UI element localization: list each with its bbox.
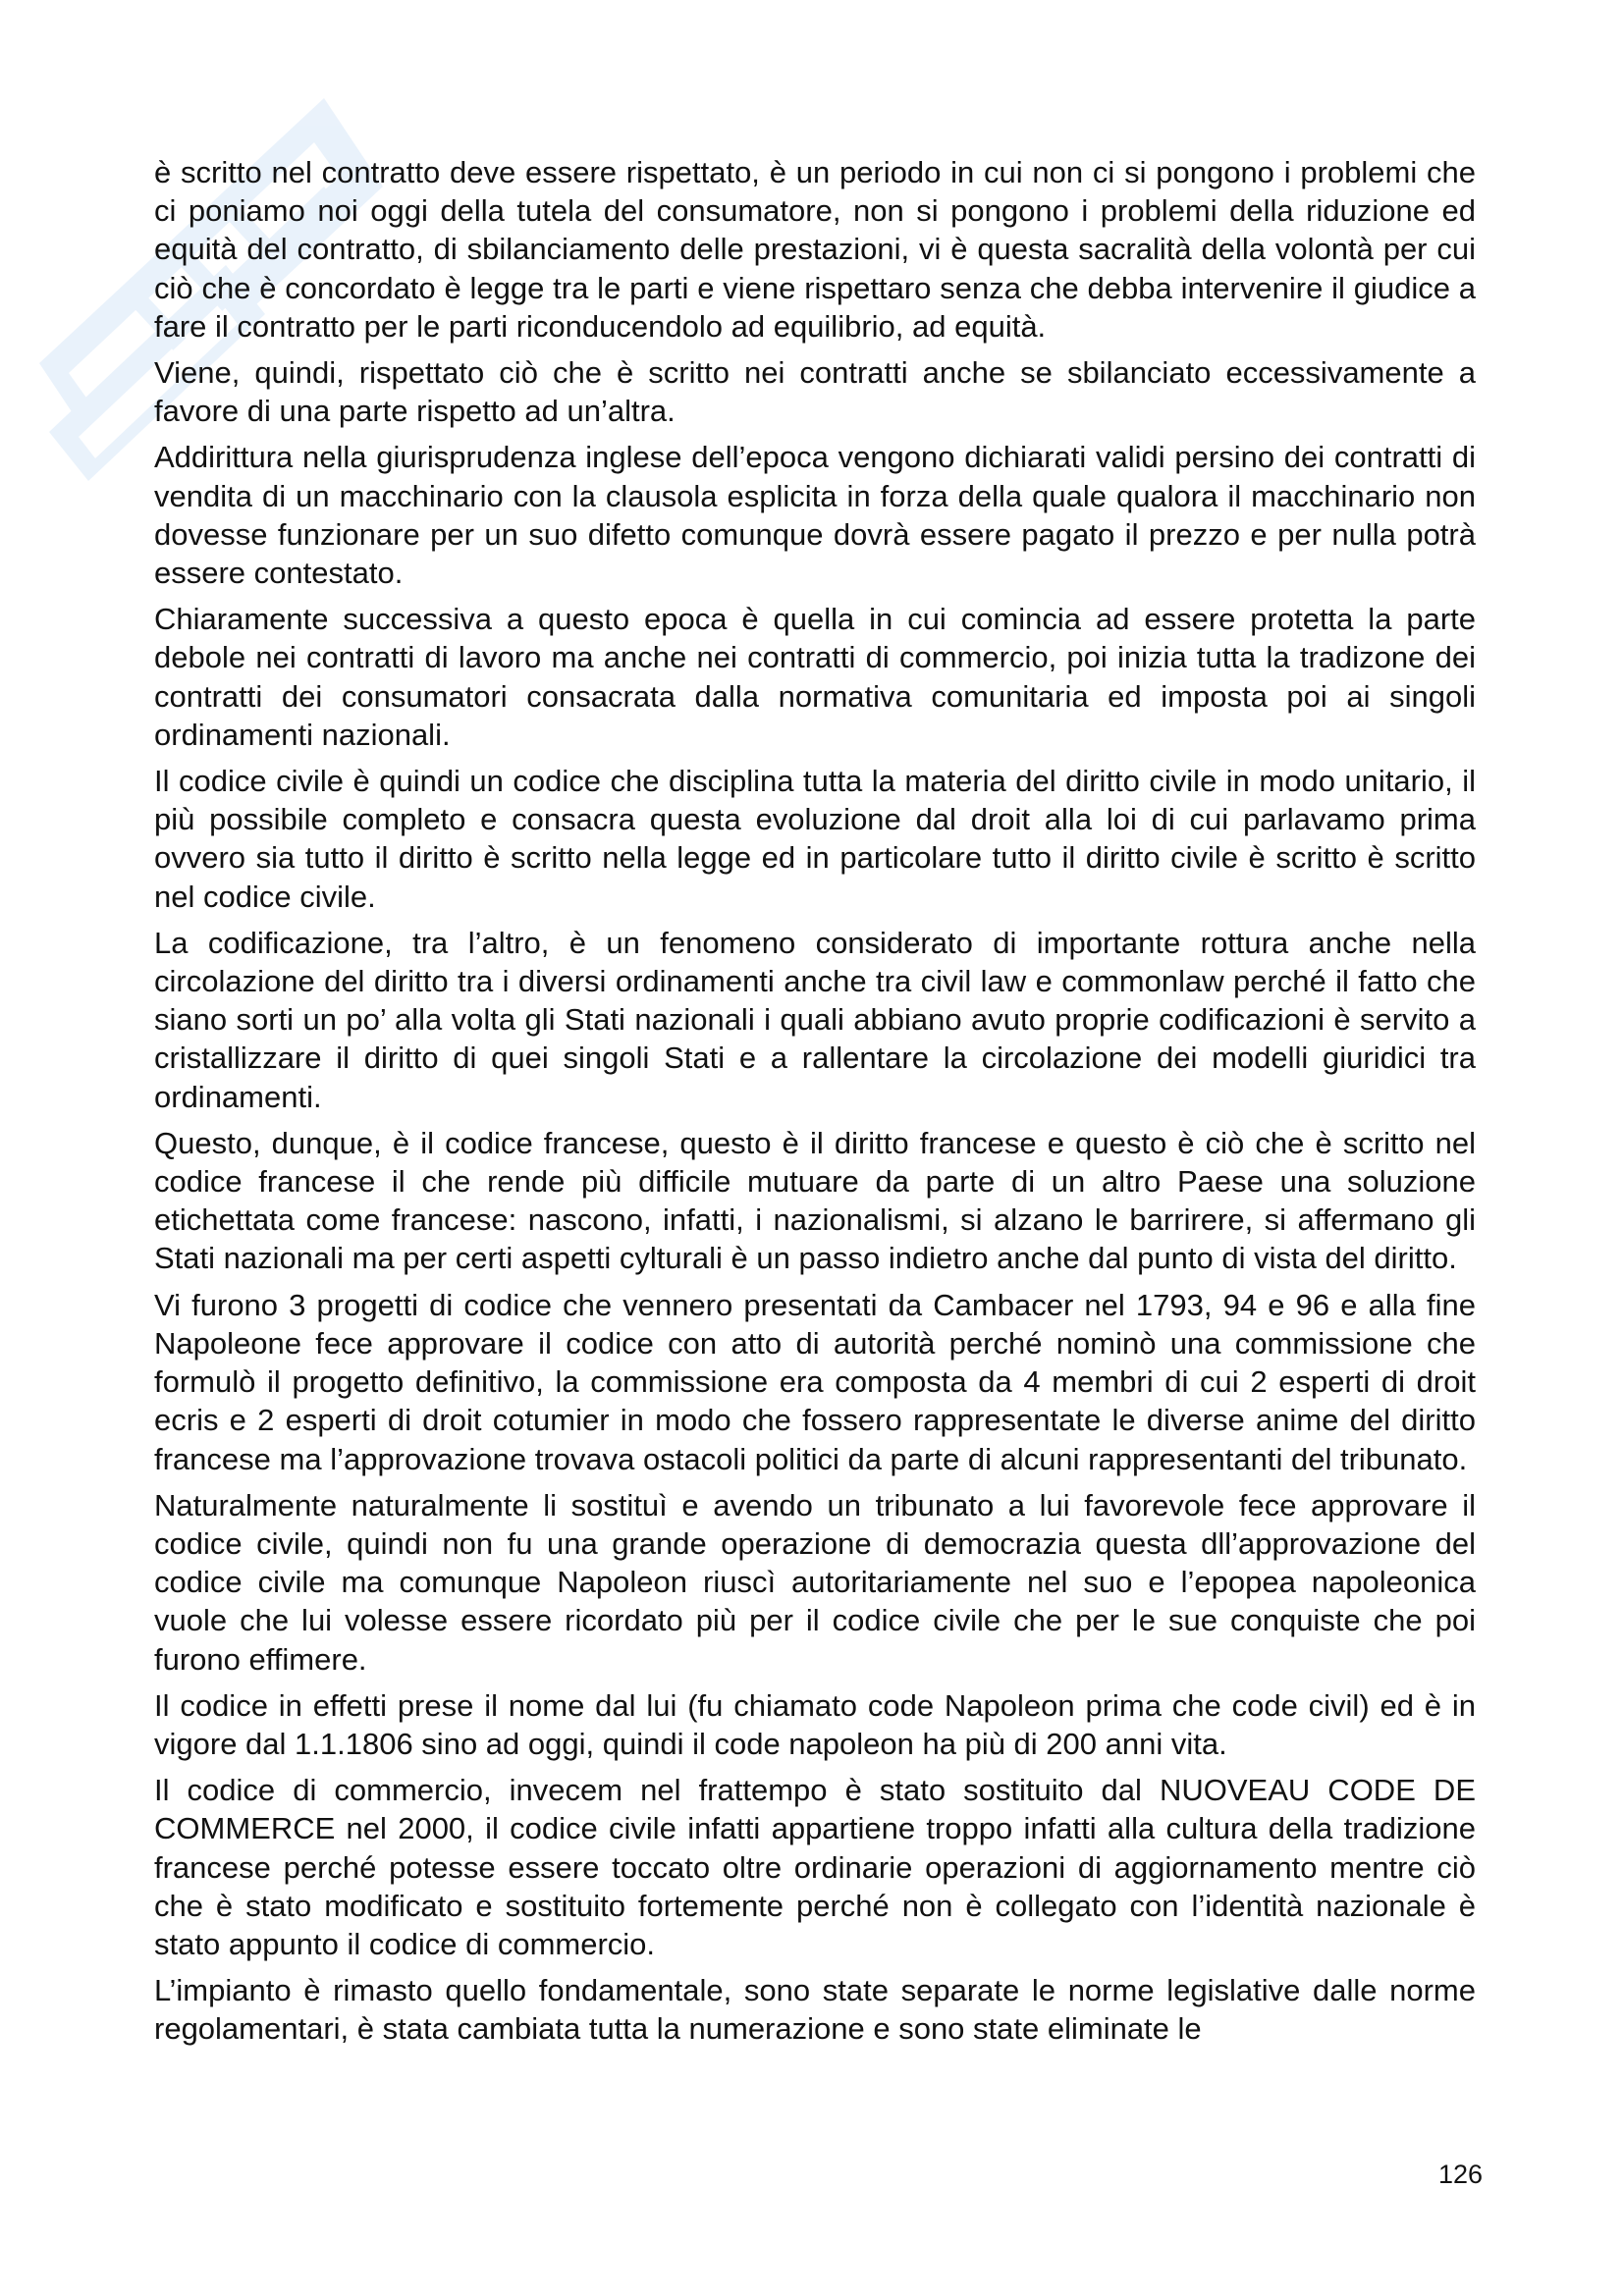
- paragraph-2: Viene, quindi, rispettato ciò che è scritto nei contratti anche se sbilanciato eccessivamente a favore di una parte rispetto ad un’altra.: [154, 355, 1476, 429]
- paragraph-12: L’impianto è rimasto quello fondamentale, sono state separate le norme legislative dalle norme regolamentari, è stata cambiata tutta la numerazione e sono state eliminate le: [154, 1973, 1476, 2047]
- paragraph-5: Il codice civile è quindi un codice che disciplina tutta la materia del diritto civile in modo unitario, il più possibile completo e consacra questa evoluzione dal droit alla loi di cui parlavamo prima ovvero sia tutto il diritto è scritto nella legge ed in particolare tutto il diritto civile è scritto è scritto nel codice civile.: [154, 764, 1476, 914]
- paragraph-3: Addirittura nella giurisprudenza inglese dell’epoca vengono dichiarati validi persino dei contratti di vendita di un macchinario con la clausola esplicita in forza della quale qualora il macchinario non dovesse funzionare per un suo difetto comunque dovrà essere pagato il prezzo e per nulla potrà essere contestato.: [154, 440, 1476, 591]
- page-number: 126: [1437, 2160, 1483, 2189]
- document-body: [154, 153, 1476, 2056]
- paragraph-7: Questo, dunque, è il codice francese, questo è il diritto francese e questo è ciò che è scritto nel codice francese il che rende più difficile mutuare da parte di un altro Paese una soluzione etichettata come francese: nascono, infatti, i nazionalismi, si alzano le barrirere, si affermano gli Stati nazionali ma per certi aspetti cylturali è un passo indietro anche dal punto di vista del diritto.: [154, 1125, 1476, 1276]
- paragraph-6: La codificazione, tra l’altro, è un fenomeno considerato di importante rottura anche nella circolazione del diritto tra i diversi ordinamenti anche tra civil law e commonlaw perché il fatto che siano sorti un po’ alla volta gli Stati nazionali i quali abbiano avuto proprie codificazioni è servito a cristallizzare il diritto di quei singoli Stati e a rallentare la circolazione dei modelli giuridici tra ordinamenti.: [154, 925, 1476, 1114]
- paragraph-4: Chiaramente successiva a questo epoca è quella in cui comincia ad essere protetta la parte debole nei contratti di lavoro ma anche nei contratti di commercio, poi inizia tutta la tradizone dei contratti dei consumatori consacrata dalla normativa comunitaria ed imposta poi ai singoli ordinamenti nazionali.: [154, 602, 1476, 752]
- paragraph-10: Il codice in effetti prese il nome dal lui (fu chiamato code Napoleon prima che code civil) ed è in vigore dal 1.1.1806 sino ad oggi, quindi il code napoleon ha più di 200 anni vita.: [154, 1687, 1476, 1761]
- paragraph-11: Il codice di commercio, invecem nel frattempo è stato sostituito dal NUOVEAU CODE DE COMMERCE nel 2000, il codice civile infatti appartiene troppo infatti alla cultura della tradizione francese perché potesse essere toccato oltre ordinarie operazioni di aggiornamento mentre ciò che è stato modificato e sostituito fortemente perché non è collegato con l’identità nazionale è stato appunto il codice di commercio.: [154, 1773, 1476, 1961]
- paragraph-1: è scritto nel contratto deve essere rispettato, è un periodo in cui non ci si pongono i problemi che ci poniamo noi oggi della tutela del consumatore, non si pongono i problemi della riduzione ed equità del contratto, di sbilanciamento delle prestazioni, vi è questa sacralità della volontà per cui ciò che è concordato è legge tra le parti e viene rispettaro senza che debba intervenire il giudice a fare il contratto per le parti riconducendolo ad equilibrio, ad equità.: [154, 155, 1476, 344]
- paragraph-8: Vi furono 3 progetti di codice che vennero presentati da Cambacer nel 1793, 94 e 96 e alla fine Napoleone fece approvare il codice con atto di autorità perché nominò una commissione che formulò il progetto definitivo, la commissione era composta da 4 membri di cui 2 esperti di droit ecris e 2 esperti di droit cotumier in modo che fossero rappresentate le diverse anime del diritto francese ma l’approvazione trovava ostacoli politici da parte di alcuni rappresentanti del tribunato.: [154, 1287, 1476, 1476]
- paragraph-9: Naturalmente naturalmente li sostituì e avendo un tribunato a lui favorevole fece approvare il codice civile, quindi non fu una grande operazione di democrazia questa dll’approvazione del codice civile ma comunque Napoleon riuscì autoritariamente nel suo e l’epopea napoleonica vuole che lui volesse essere ricordato più per il codice civile che per le sue conquiste che poi furono effimere.: [154, 1487, 1476, 1677]
